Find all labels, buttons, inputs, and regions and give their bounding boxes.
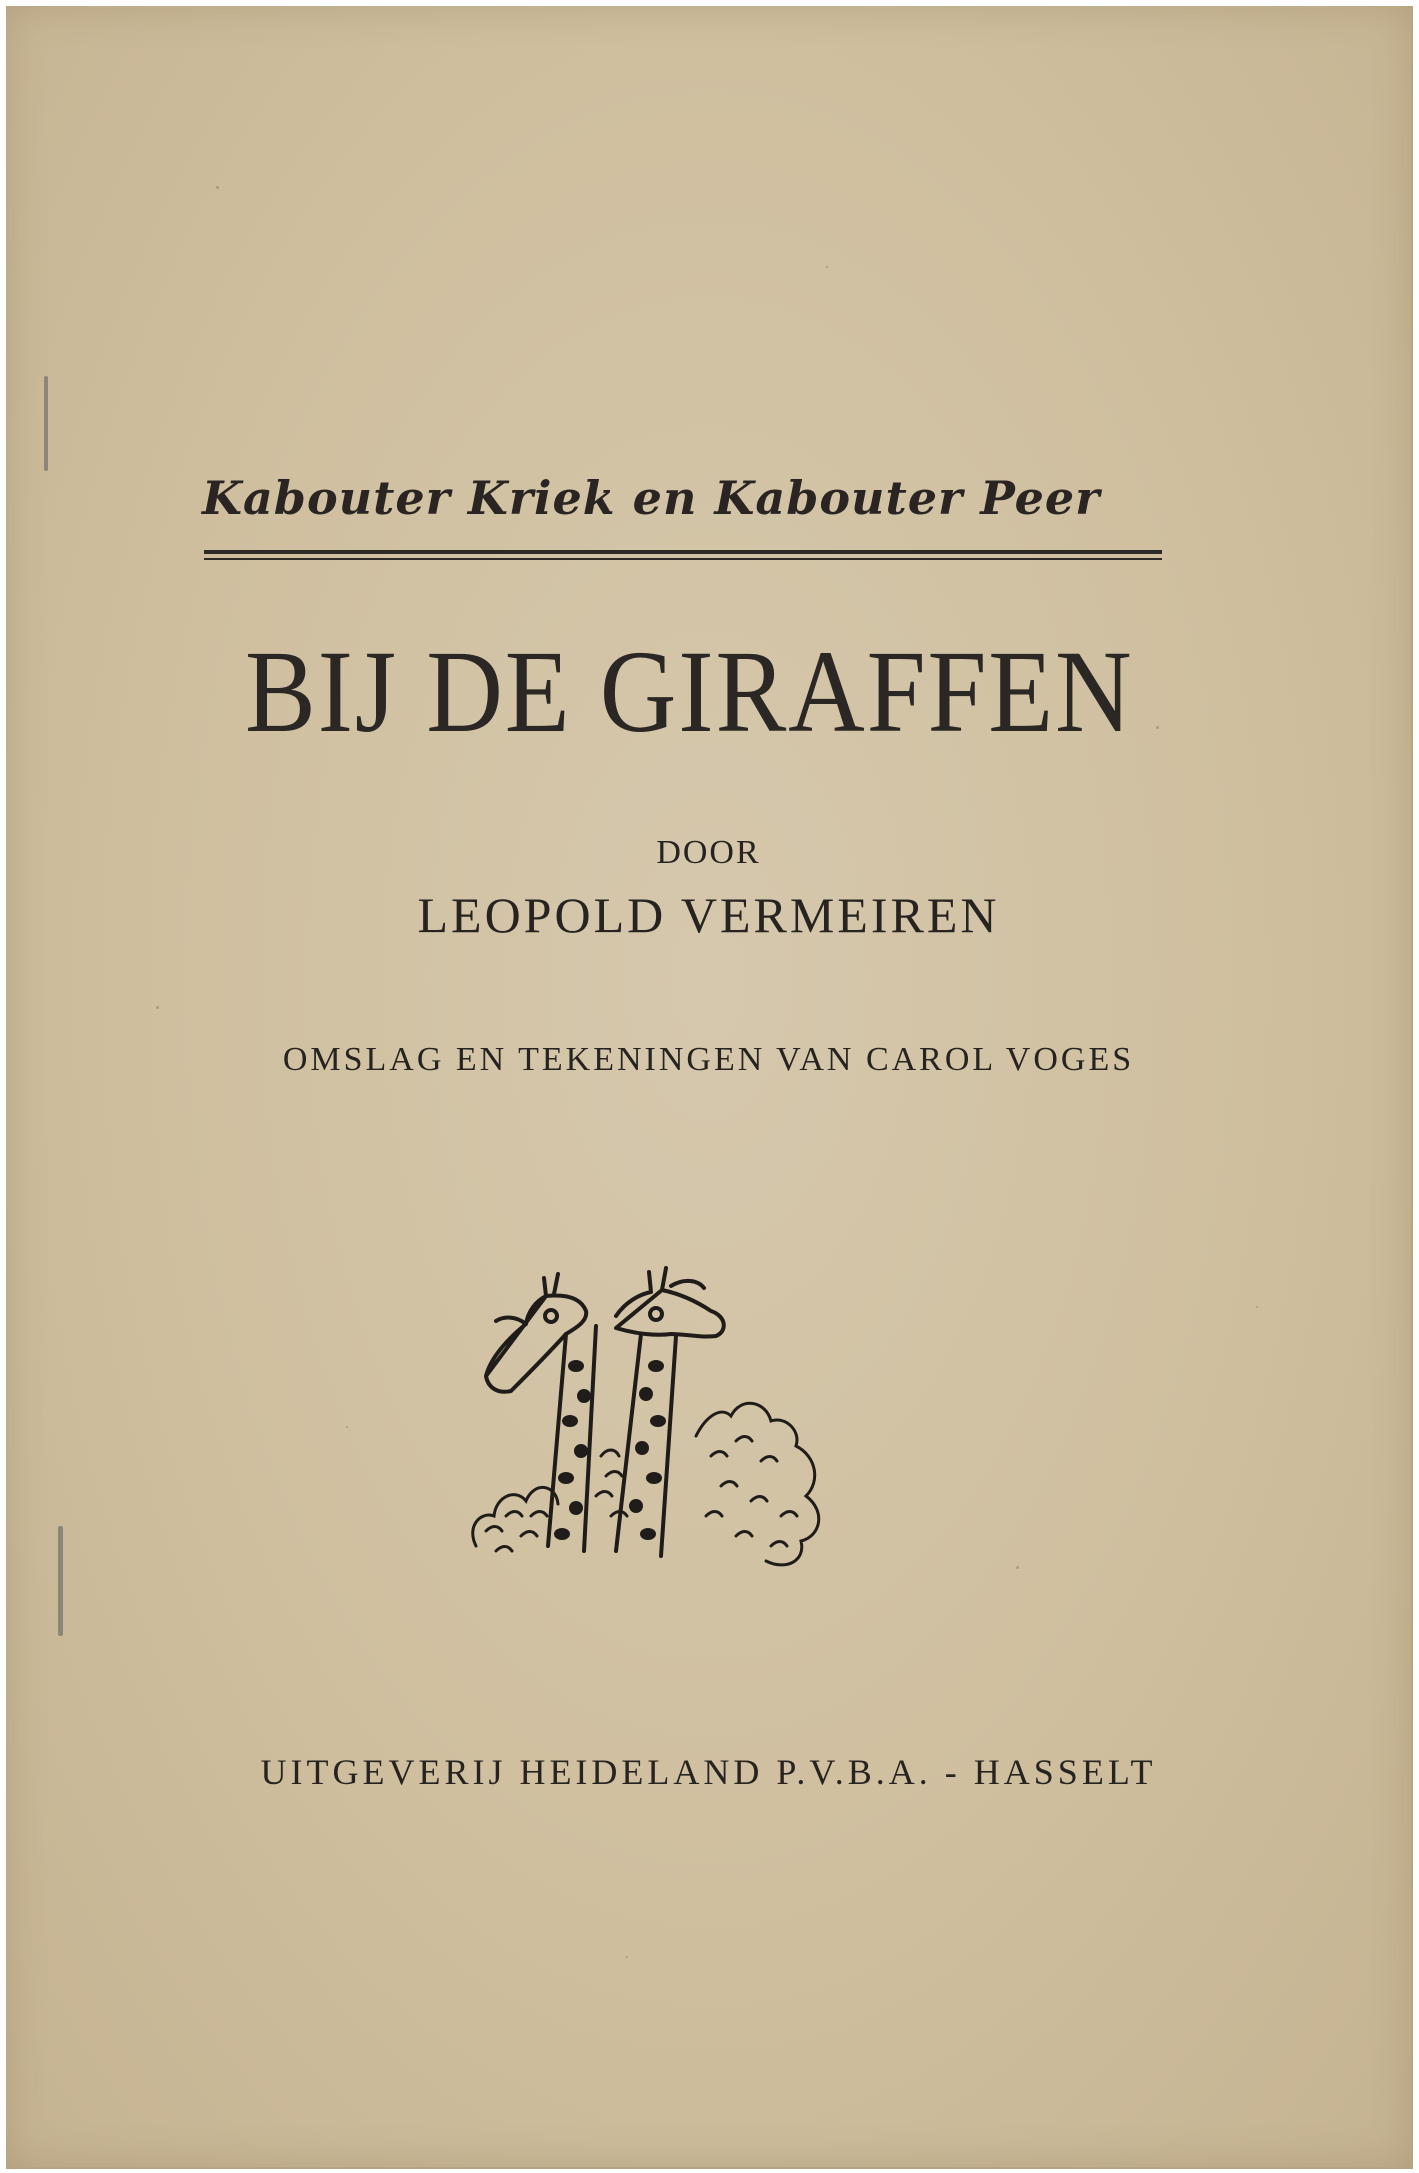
publisher: UITGEVERIJ HEIDELAND P.V.B.A. - HASSELT <box>260 1752 1157 1792</box>
staple <box>44 376 48 471</box>
author-name: LEOPOLD VERMEIREN <box>417 887 1000 943</box>
staple <box>58 1526 63 1636</box>
double-rule-bottom <box>204 558 1162 560</box>
paper-speck <box>346 1426 348 1428</box>
book-title: BIJ DE GIRAFFEN <box>245 626 1134 757</box>
double-rule-top <box>204 550 1162 554</box>
by-label: DOOR <box>656 834 761 871</box>
paper-speck <box>1156 726 1159 729</box>
paper-speck <box>1016 1566 1019 1569</box>
book-cover <box>6 6 1413 2169</box>
paper-speck <box>1256 1306 1258 1308</box>
paper-speck <box>826 266 828 268</box>
series-title: Kabouter Kriek en Kabouter Peer <box>202 471 1101 525</box>
paper-speck <box>156 1006 159 1009</box>
paper-speck <box>216 186 219 189</box>
two-giraffes-behind-bushes-icon <box>466 1216 926 1616</box>
paper-speck <box>626 1956 628 1958</box>
illustration-credit: OMSLAG EN TEKENINGEN VAN CAROL VOGES <box>282 1041 1135 1078</box>
